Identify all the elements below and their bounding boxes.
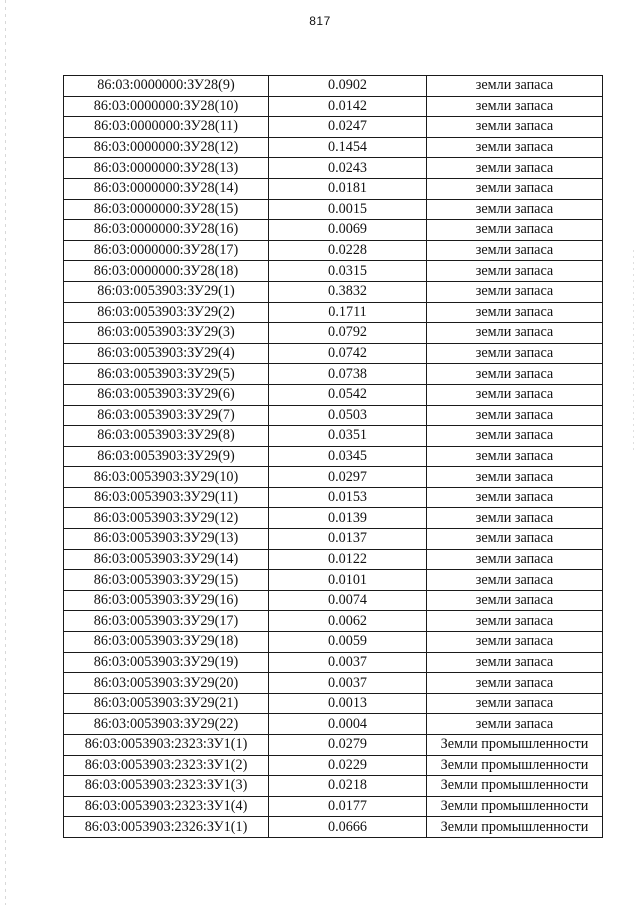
table-row [64, 302, 603, 323]
land-category-cell: земли запаса [427, 487, 603, 508]
cadastral-number-cell: 86:03:0053903:ЗУ29(20) [64, 673, 269, 694]
land-category-cell: земли запаса [427, 323, 603, 344]
land-category-cell: земли запаса [427, 405, 603, 426]
table-row [64, 178, 603, 199]
table-row [64, 384, 603, 405]
area-cell: 0.0279 [269, 735, 427, 756]
scan-edge-left [5, 0, 6, 905]
area-cell: 0.0059 [269, 632, 427, 653]
cadastral-number-cell: 86:03:0000000:ЗУ28(12) [64, 137, 269, 158]
land-category-cell: земли запаса [427, 693, 603, 714]
area-cell: 0.0139 [269, 508, 427, 529]
table-row [64, 632, 603, 653]
cadastral-number-cell: 86:03:0053903:ЗУ29(10) [64, 467, 269, 488]
cadastral-number-cell: 86:03:0053903:ЗУ29(6) [64, 384, 269, 405]
table-row [64, 817, 603, 838]
table-row [64, 590, 603, 611]
area-cell: 0.0218 [269, 776, 427, 797]
table-row [64, 549, 603, 570]
cadastral-number-cell: 86:03:0000000:ЗУ28(16) [64, 220, 269, 241]
table-row [64, 240, 603, 261]
land-category-cell: земли запаса [427, 343, 603, 364]
cadastral-number-cell: 86:03:0053903:ЗУ29(13) [64, 529, 269, 550]
area-cell: 0.0228 [269, 240, 427, 261]
area-cell: 0.0153 [269, 487, 427, 508]
area-cell: 0.0137 [269, 529, 427, 550]
land-category-cell: земли запаса [427, 570, 603, 591]
cadastral-number-cell: 86:03:0053903:ЗУ29(9) [64, 446, 269, 467]
land-category-cell: земли запаса [427, 673, 603, 694]
table-row [64, 281, 603, 302]
cadastral-number-cell: 86:03:0053903:ЗУ29(11) [64, 487, 269, 508]
cadastral-number-cell: 86:03:0053903:ЗУ29(17) [64, 611, 269, 632]
table-row [64, 220, 603, 241]
table-body [64, 76, 603, 838]
land-category-cell: земли запаса [427, 364, 603, 385]
area-cell: 0.0004 [269, 714, 427, 735]
table-row [64, 117, 603, 138]
land-category-cell: земли запаса [427, 302, 603, 323]
cadastral-number-cell: 86:03:0053903:ЗУ29(19) [64, 652, 269, 673]
cadastral-number-cell: 86:03:0000000:ЗУ28(9) [64, 76, 269, 97]
table-row [64, 446, 603, 467]
cadastral-number-cell: 86:03:0000000:ЗУ28(17) [64, 240, 269, 261]
land-category-cell: Земли промышленности [427, 817, 603, 838]
table-row [64, 776, 603, 797]
table-row [64, 405, 603, 426]
table-row [64, 158, 603, 179]
table-row [64, 76, 603, 97]
table-row [64, 693, 603, 714]
land-category-cell: земли запаса [427, 508, 603, 529]
land-category-cell: земли запаса [427, 446, 603, 467]
area-cell: 0.0142 [269, 96, 427, 117]
area-cell: 0.0015 [269, 199, 427, 220]
cadastral-number-cell: 86:03:0053903:ЗУ29(16) [64, 590, 269, 611]
area-cell: 0.0062 [269, 611, 427, 632]
area-cell: 0.0177 [269, 796, 427, 817]
table-row [64, 673, 603, 694]
cadastral-number-cell: 86:03:0053903:ЗУ29(22) [64, 714, 269, 735]
cadastral-number-cell: 86:03:0053903:2323:ЗУ1(2) [64, 755, 269, 776]
area-cell: 0.1711 [269, 302, 427, 323]
cadastral-number-cell: 86:03:0053903:ЗУ29(15) [64, 570, 269, 591]
area-cell: 0.0037 [269, 673, 427, 694]
land-category-cell: земли запаса [427, 549, 603, 570]
area-cell: 0.0738 [269, 364, 427, 385]
land-category-cell: земли запаса [427, 467, 603, 488]
cadastral-number-cell: 86:03:0053903:ЗУ29(7) [64, 405, 269, 426]
table-row [64, 796, 603, 817]
table-row [64, 487, 603, 508]
cadastral-number-cell: 86:03:0000000:ЗУ28(14) [64, 178, 269, 199]
cadastral-number-cell: 86:03:0053903:ЗУ29(14) [64, 549, 269, 570]
land-category-cell: земли запаса [427, 529, 603, 550]
land-category-cell: земли запаса [427, 281, 603, 302]
land-category-cell: Земли промышленности [427, 776, 603, 797]
land-category-cell: земли запаса [427, 384, 603, 405]
table-row [64, 714, 603, 735]
cadastral-number-cell: 86:03:0053903:ЗУ29(12) [64, 508, 269, 529]
table-row [64, 364, 603, 385]
land-category-cell: земли запаса [427, 261, 603, 282]
area-cell: 0.0503 [269, 405, 427, 426]
cadastral-number-cell: 86:03:0053903:ЗУ29(18) [64, 632, 269, 653]
area-cell: 0.0297 [269, 467, 427, 488]
table-row [64, 755, 603, 776]
land-category-cell: земли запаса [427, 590, 603, 611]
cadastral-number-cell: 86:03:0053903:ЗУ29(8) [64, 426, 269, 447]
area-cell: 0.0542 [269, 384, 427, 405]
table-row [64, 96, 603, 117]
area-cell: 0.0229 [269, 755, 427, 776]
cadastral-number-cell: 86:03:0053903:ЗУ29(1) [64, 281, 269, 302]
table-row [64, 529, 603, 550]
area-cell: 0.0792 [269, 323, 427, 344]
table-row [64, 735, 603, 756]
area-cell: 0.0345 [269, 446, 427, 467]
land-category-cell: земли запаса [427, 714, 603, 735]
table-row [64, 611, 603, 632]
land-category-cell: земли запаса [427, 426, 603, 447]
land-category-cell: земли запаса [427, 220, 603, 241]
land-category-cell: земли запаса [427, 611, 603, 632]
table-row [64, 467, 603, 488]
area-cell: 0.0247 [269, 117, 427, 138]
scan-edge-right [633, 250, 634, 450]
table-row [64, 508, 603, 529]
area-cell: 0.0315 [269, 261, 427, 282]
area-cell: 0.0666 [269, 817, 427, 838]
area-cell: 0.0243 [269, 158, 427, 179]
cadastral-number-cell: 86:03:0053903:ЗУ29(3) [64, 323, 269, 344]
cadastral-number-cell: 86:03:0053903:ЗУ29(2) [64, 302, 269, 323]
cadastral-number-cell: 86:03:0053903:ЗУ29(4) [64, 343, 269, 364]
table-row [64, 343, 603, 364]
table-row [64, 570, 603, 591]
area-cell: 0.0069 [269, 220, 427, 241]
area-cell: 0.3832 [269, 281, 427, 302]
land-plots-table [63, 75, 603, 838]
table-row [64, 261, 603, 282]
cadastral-number-cell: 86:03:0053903:ЗУ29(5) [64, 364, 269, 385]
cadastral-number-cell: 86:03:0000000:ЗУ28(10) [64, 96, 269, 117]
land-category-cell: Земли промышленности [427, 796, 603, 817]
land-category-cell: земли запаса [427, 96, 603, 117]
cadastral-number-cell: 86:03:0000000:ЗУ28(15) [64, 199, 269, 220]
land-category-cell: земли запаса [427, 76, 603, 97]
land-category-cell: земли запаса [427, 117, 603, 138]
area-cell: 0.0902 [269, 76, 427, 97]
land-category-cell: Земли промышленности [427, 755, 603, 776]
area-cell: 0.0742 [269, 343, 427, 364]
cadastral-number-cell: 86:03:0053903:2323:ЗУ1(4) [64, 796, 269, 817]
area-cell: 0.0037 [269, 652, 427, 673]
land-category-cell: земли запаса [427, 652, 603, 673]
area-cell: 0.0074 [269, 590, 427, 611]
area-cell: 0.1454 [269, 137, 427, 158]
cadastral-number-cell: 86:03:0053903:2323:ЗУ1(3) [64, 776, 269, 797]
area-cell: 0.0351 [269, 426, 427, 447]
area-cell: 0.0122 [269, 549, 427, 570]
table-row [64, 199, 603, 220]
page-number: 817 [309, 14, 331, 28]
land-category-cell: земли запаса [427, 178, 603, 199]
table-row [64, 137, 603, 158]
cadastral-number-cell: 86:03:0053903:2326:ЗУ1(1) [64, 817, 269, 838]
land-category-cell: земли запаса [427, 158, 603, 179]
area-cell: 0.0181 [269, 178, 427, 199]
cadastral-number-cell: 86:03:0053903:2323:ЗУ1(1) [64, 735, 269, 756]
cadastral-number-cell: 86:03:0000000:ЗУ28(11) [64, 117, 269, 138]
table-row [64, 652, 603, 673]
land-category-cell: Земли промышленности [427, 735, 603, 756]
cadastral-number-cell: 86:03:0053903:ЗУ29(21) [64, 693, 269, 714]
land-category-cell: земли запаса [427, 240, 603, 261]
cadastral-number-cell: 86:03:0000000:ЗУ28(18) [64, 261, 269, 282]
area-cell: 0.0101 [269, 570, 427, 591]
cadastral-number-cell: 86:03:0000000:ЗУ28(13) [64, 158, 269, 179]
table-row [64, 323, 603, 344]
land-category-cell: земли запаса [427, 632, 603, 653]
table-row [64, 426, 603, 447]
land-category-cell: земли запаса [427, 137, 603, 158]
area-cell: 0.0013 [269, 693, 427, 714]
land-category-cell: земли запаса [427, 199, 603, 220]
